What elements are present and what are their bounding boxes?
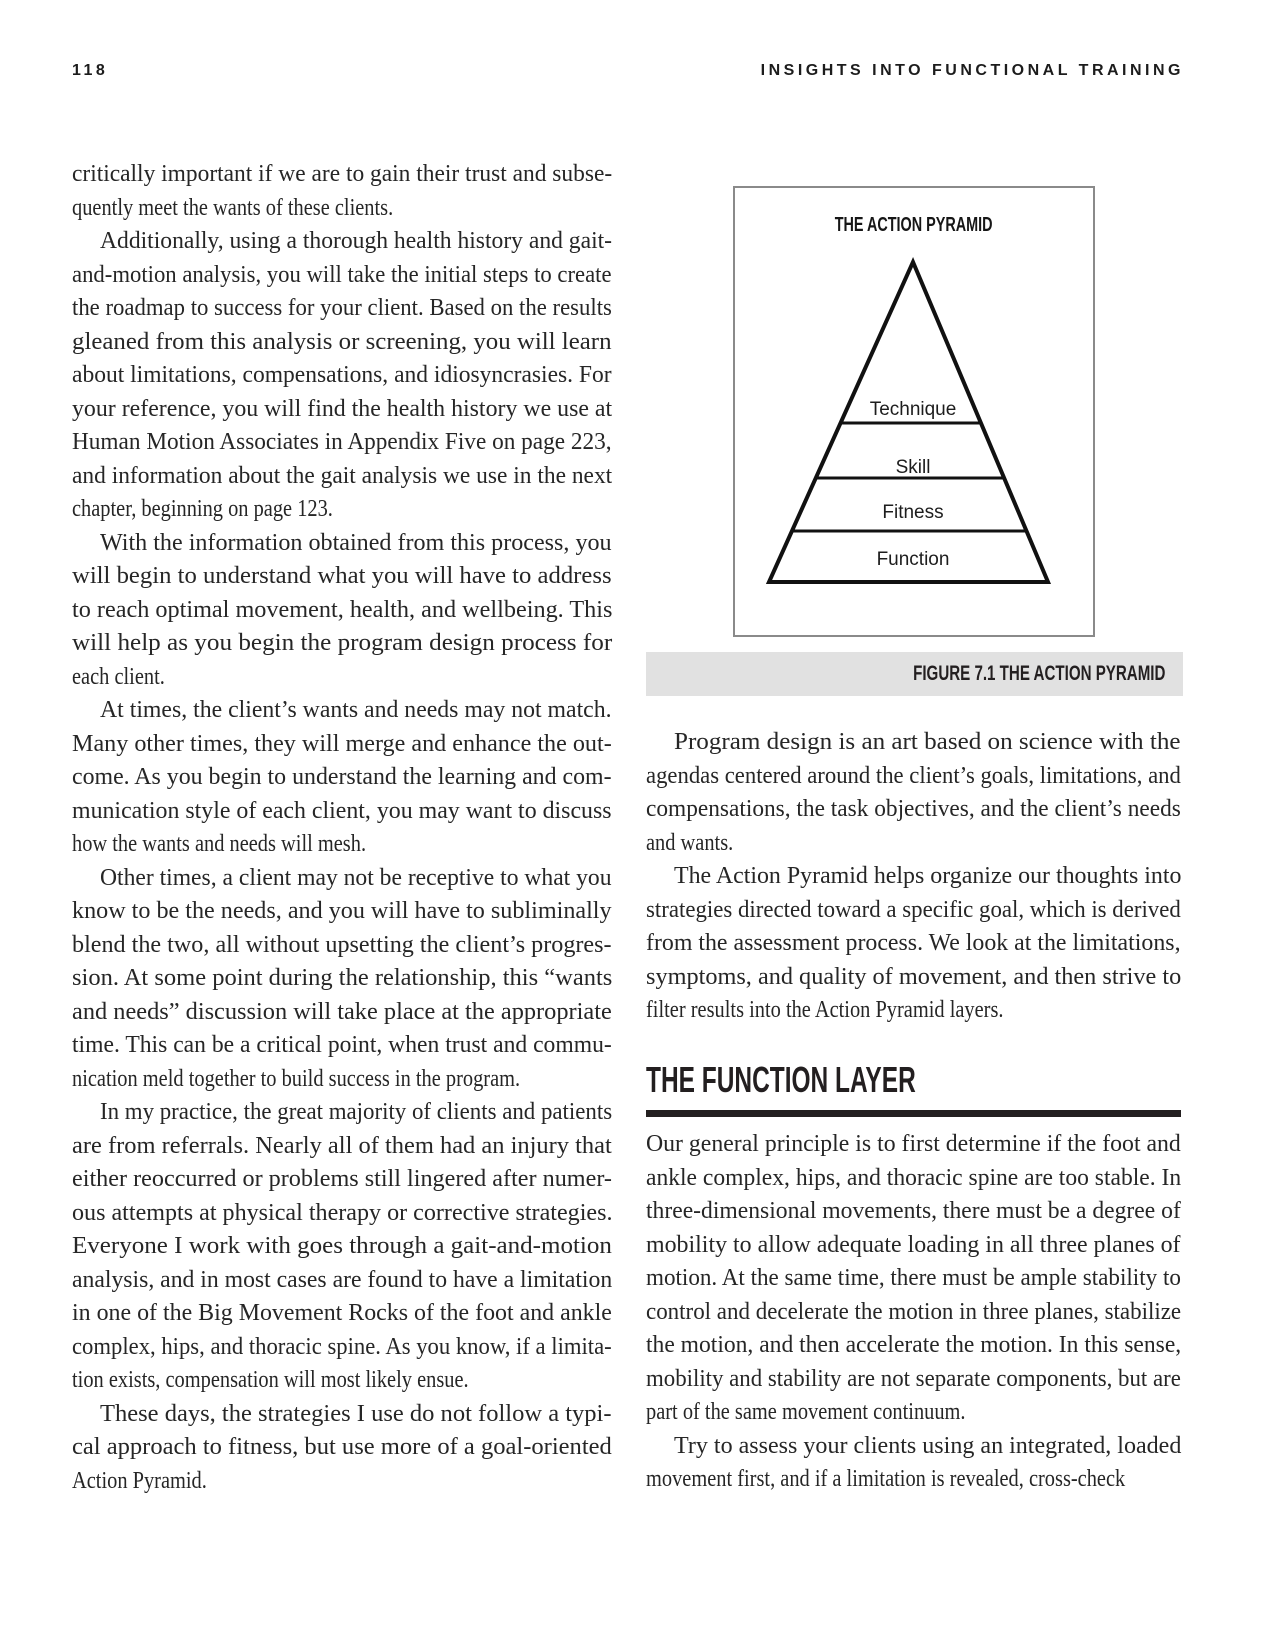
text-line: Additionally, using a thorough health history and gait- [100,228,613,254]
text-line: how the wants and needs will mesh. [72,831,367,857]
figure-title-text: THE ACTION PYRAMID [835,214,993,236]
text-line: Program design is an art based on science with the [674,729,1181,755]
pyramid-layer-label: Fitness [882,502,944,523]
text-line: filter results into the Action Pyramid layers. [646,997,1004,1023]
text-line: chapter, beginning on page 123. [72,496,333,522]
text-line: The Action Pyramid helps organize our thoughts into [674,863,1182,889]
text-line: will begin to understand what you will have to address [72,563,612,589]
text-line: mobility and stability are not separate components, but are [646,1365,1181,1392]
text-line: strategies directed toward a specific goal, which is derived [646,896,1181,923]
text-line: analysis, and in most cases are found to have a limitation [72,1266,613,1293]
text-line: each client. [72,663,165,690]
text-line: movement first, and if a limitation is revealed, cross-check [646,1466,1126,1492]
text-line: nication meld together to build success in the program. [72,1065,521,1092]
page-number: 118 [72,62,109,79]
text-line: mobility to allow adequate loading in all three planes of [646,1231,1181,1258]
text-line: three-dimensional movements, there must be a degree of [646,1198,1181,1224]
text-line: are from referrals. Nearly all of them had an injury that [72,1132,612,1159]
text-line: agendas centered around the client’s goals, limitations, and [646,762,1181,789]
text-line: and-motion analysis, you will take the initial steps to create [72,261,612,288]
pyramid-layer-label: Function [876,549,950,570]
figure-caption-bar [646,652,1183,696]
text-line: part of the same movement continuum. [646,1399,966,1425]
section-heading-text: THE FUNCTION LAYER [646,1059,916,1100]
text-line: quently meet the wants of these clients. [72,194,394,221]
text-line: blend the two, all without upsetting the client’s progres- [72,931,612,958]
right-column-bottom [646,1128,1181,1497]
text-line: to reach optimal movement, health, and wellbeing. This [72,596,613,623]
figure-caption-text: FIGURE 7.1 THE ACTION PYRAMID [912,662,1165,685]
text-line: Other times, a client may not be receptive to what you [100,864,612,891]
text-line: come. As you begin to understand the learning and com- [72,764,612,790]
action-pyramid-diagram [735,188,1093,635]
text-line: from the assessment process. We look at the limitations, [646,930,1181,956]
figure-box [733,186,1095,637]
section-heading-rule [646,1110,1181,1117]
text-line: know to be the needs, and you will have to subliminally [72,898,612,924]
text-line: Everyone I work with goes through a gait-and-motion [72,1233,612,1259]
text-line: will help as you begin the program design process for [72,630,613,656]
text-line: and wants. [646,829,734,856]
text-line: symptoms, and quality of movement, and then strive to [646,963,1182,990]
running-header: INSIGHTS INTO FUNCTIONAL TRAINING [760,62,1184,79]
text-line: tion exists, compensation will most likely ensue. [72,1367,469,1393]
text-line: These days, the strategies I use do not follow a typi- [100,1400,612,1427]
left-column [72,158,612,1498]
text-line: ankle complex, hips, and thoracic spine are too stable. In [646,1164,1182,1191]
text-line: ous attempts at physical therapy or corrective strategies. [72,1199,613,1226]
text-line: control and decelerate the motion in three planes, stabilize [646,1298,1182,1325]
text-line: compensations, the task objectives, and the client’s needs [646,796,1181,822]
text-line: Try to assess your clients using an integrated, loaded [674,1432,1182,1459]
text-line: munication style of each client, you may want to discuss [72,797,612,824]
text-line: in one of the Big Movement Rocks of the foot and ankle [72,1300,612,1326]
text-line: and needs” discussion will take place at the appropriate [72,998,612,1025]
right-column-top [646,726,1181,1028]
text-line: gleaned from this analysis or screening, you will learn [72,328,612,355]
text-line: At times, the client’s wants and needs may not match. [100,697,612,723]
text-line: complex, hips, and thoracic spine. As you know, if a limita- [72,1333,612,1360]
text-line: your reference, you will find the health history we use at [72,395,613,422]
text-line: Human Motion Associates in Appendix Five on page 223, [72,429,612,455]
text-line: With the information obtained from this process, you [100,529,612,556]
text-line: cal approach to fitness, but use more of a goal-oriented [72,1434,612,1460]
text-line: Our general principle is to first determine if the foot and [646,1131,1181,1157]
text-line: time. This can be a critical point, when trust and commu- [72,1032,612,1058]
text-line: critically important if we are to gain their trust and subse- [72,161,613,187]
pyramid-layer-label: Skill [895,457,931,478]
text-line: sion. At some point during the relationship, this “wants [72,965,613,991]
text-line: either reoccurred or problems still lingered after numer- [72,1166,612,1192]
text-line: In my practice, the great majority of clients and patients [100,1099,613,1125]
text-line: about limitations, compensations, and idiosyncrasies. For [72,362,612,388]
text-line: the roadmap to success for your client. Based on the results [72,295,612,321]
text-line: the motion, and then accelerate the motion. In this sense, [646,1332,1182,1358]
section-heading [646,1059,1181,1100]
text-line: Action Pyramid. [72,1467,207,1494]
text-line: Many other times, they will merge and enhance the out- [72,730,612,757]
text-line: motion. At the same time, there must be ample stability to [646,1265,1181,1291]
text-line: and information about the gait analysis we use in the next [72,462,613,489]
pyramid-layer-label: Technique [869,399,957,420]
